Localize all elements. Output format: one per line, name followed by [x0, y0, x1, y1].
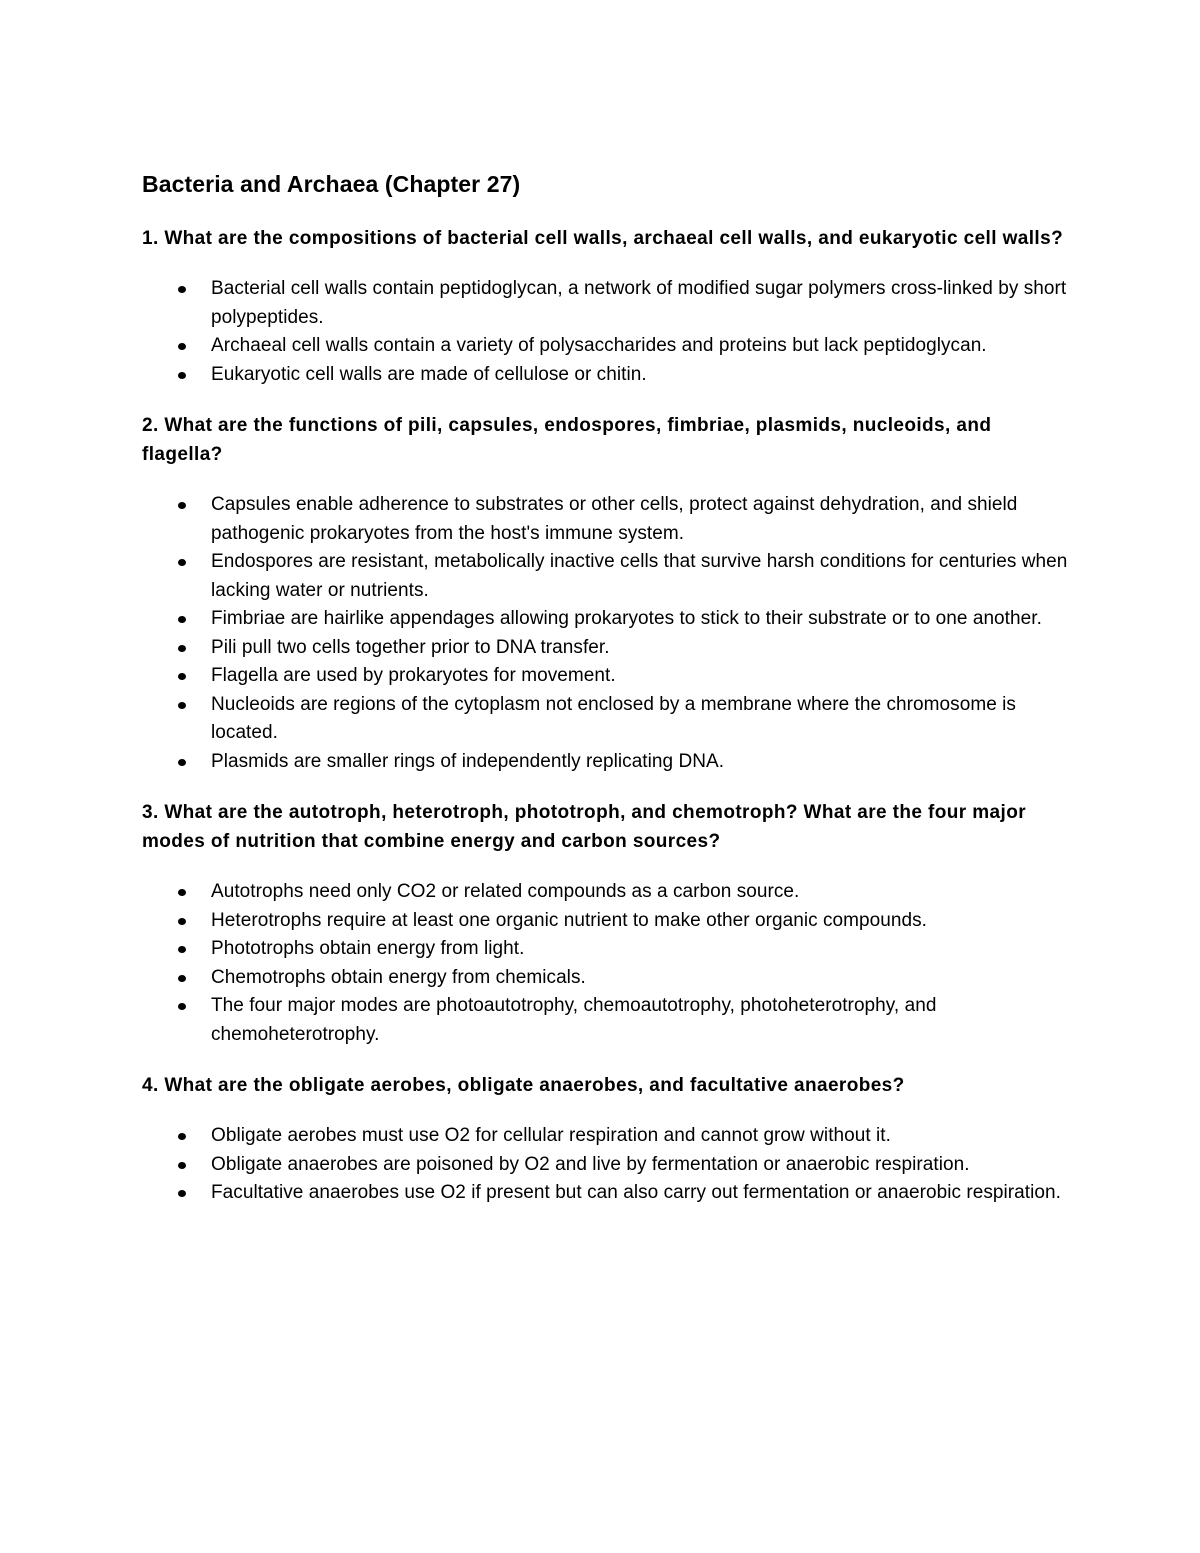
answer-text: Nucleoids are regions of the cytoplasm not enclosed by a membrane where the chromosome is located. — [211, 693, 1016, 743]
answer-item — [142, 691, 1072, 748]
bullet-icon — [178, 918, 186, 925]
question-2: 2. What are the functions of pili, capsules, endospores, fimbriae, plasmids, nucleoids, and flagella? — [142, 415, 992, 465]
answer-item — [142, 907, 1072, 936]
answer-item — [142, 634, 1072, 663]
question-4: 4. What are the obligate aerobes, obligate anaerobes, and facultative anaerobes? — [142, 1075, 905, 1096]
question-1: 1. What are the compositions of bacterial cell walls, archaeal cell walls, and eukaryotic cell walls? — [142, 228, 1064, 249]
answer-item — [142, 605, 1072, 634]
bullet-icon — [178, 616, 186, 623]
answer-item — [142, 935, 1072, 964]
bullet-icon — [178, 286, 186, 293]
answer-text: Obligate aerobes must use O2 for cellular respiration and cannot grow without it. — [211, 1125, 891, 1146]
bullet-icon — [178, 702, 186, 709]
answer-list-3 — [142, 878, 1072, 1049]
answer-text: Heterotrophs require at least one organic nutrient to make other organic compounds. — [211, 909, 927, 931]
answer-text: Plasmids are smaller rings of independently replicating DNA. — [211, 750, 725, 772]
bullet-icon — [178, 502, 186, 509]
answer-item — [142, 1151, 1072, 1180]
bullet-icon — [178, 889, 186, 896]
answer-item — [142, 491, 1072, 548]
answer-item — [142, 964, 1072, 993]
bullet-icon — [178, 1190, 186, 1197]
answer-text: Eukaryotic cell walls are made of cellulose or chitin. — [211, 363, 647, 385]
answer-item — [142, 361, 1072, 390]
answer-text: The four major modes are photoautotrophy, chemoautotrophy, photoheterotrophy, and chemoheterotrophy. — [211, 995, 937, 1045]
answer-text: Fimbriae are hairlike appendages allowing prokaryotes to stick to their substrate or to one another. — [211, 608, 1042, 629]
answer-text: Flagella are used by prokaryotes for movement. — [211, 665, 616, 686]
bullet-icon — [178, 946, 186, 953]
answer-list-4 — [142, 1122, 1072, 1208]
bullet-icon — [178, 759, 186, 766]
document-page — [142, 170, 1072, 1230]
answer-text: Endospores are resistant, metabolically inactive cells that survive harsh conditions for centuries when lacking water or nutrients. — [211, 551, 1068, 601]
bullet-icon — [178, 1003, 186, 1010]
answer-item — [142, 748, 1072, 777]
answer-text: Autotrophs need only CO2 or related compounds as a carbon source. — [211, 881, 800, 902]
bullet-icon — [178, 1133, 186, 1140]
answer-list-2 — [142, 491, 1072, 776]
answer-text: Archaeal cell walls contain a variety of polysaccharides and proteins but lack peptidoglycan. — [211, 335, 987, 356]
document-title: Bacteria and Archaea (Chapter 27) — [142, 171, 521, 197]
answer-text: Phototrophs obtain energy from light. — [211, 938, 525, 959]
question-3: 3. What are the autotroph, heterotroph, phototroph, and chemotroph? What are the four major modes of nutrition that combine energy and carbon sources? — [142, 802, 1027, 852]
bullet-icon — [178, 1162, 186, 1169]
answer-item — [142, 992, 1072, 1049]
answer-item — [142, 878, 1072, 907]
bullet-icon — [178, 343, 186, 350]
bullet-icon — [178, 673, 186, 680]
answer-item — [142, 275, 1072, 332]
answer-item — [142, 548, 1072, 605]
answer-text: Facultative anaerobes use O2 if present but can also carry out fermentation or anaerobic respiration. — [211, 1182, 1061, 1203]
answer-item — [142, 332, 1072, 361]
bullet-icon — [178, 372, 186, 379]
answer-item — [142, 1179, 1072, 1208]
answer-text: Capsules enable adherence to substrates or other cells, protect against dehydration, and shield pathogenic prokaryotes from the host's immune system. — [211, 494, 1018, 544]
answer-text: Pili pull two cells together prior to DNA transfer. — [211, 636, 610, 658]
answer-text: Obligate anaerobes are poisoned by O2 and live by fermentation or anaerobic respiration. — [211, 1153, 970, 1175]
answer-item — [142, 662, 1072, 691]
bullet-icon — [178, 975, 186, 982]
bullet-icon — [178, 559, 186, 566]
answer-text: Bacterial cell walls contain peptidoglycan, a network of modified sugar polymers cross-linked by short polypeptides. — [211, 278, 1067, 328]
answer-item — [142, 1122, 1072, 1151]
bullet-icon — [178, 645, 186, 652]
answer-text: Chemotrophs obtain energy from chemicals. — [211, 966, 586, 988]
answer-list-1 — [142, 275, 1072, 389]
